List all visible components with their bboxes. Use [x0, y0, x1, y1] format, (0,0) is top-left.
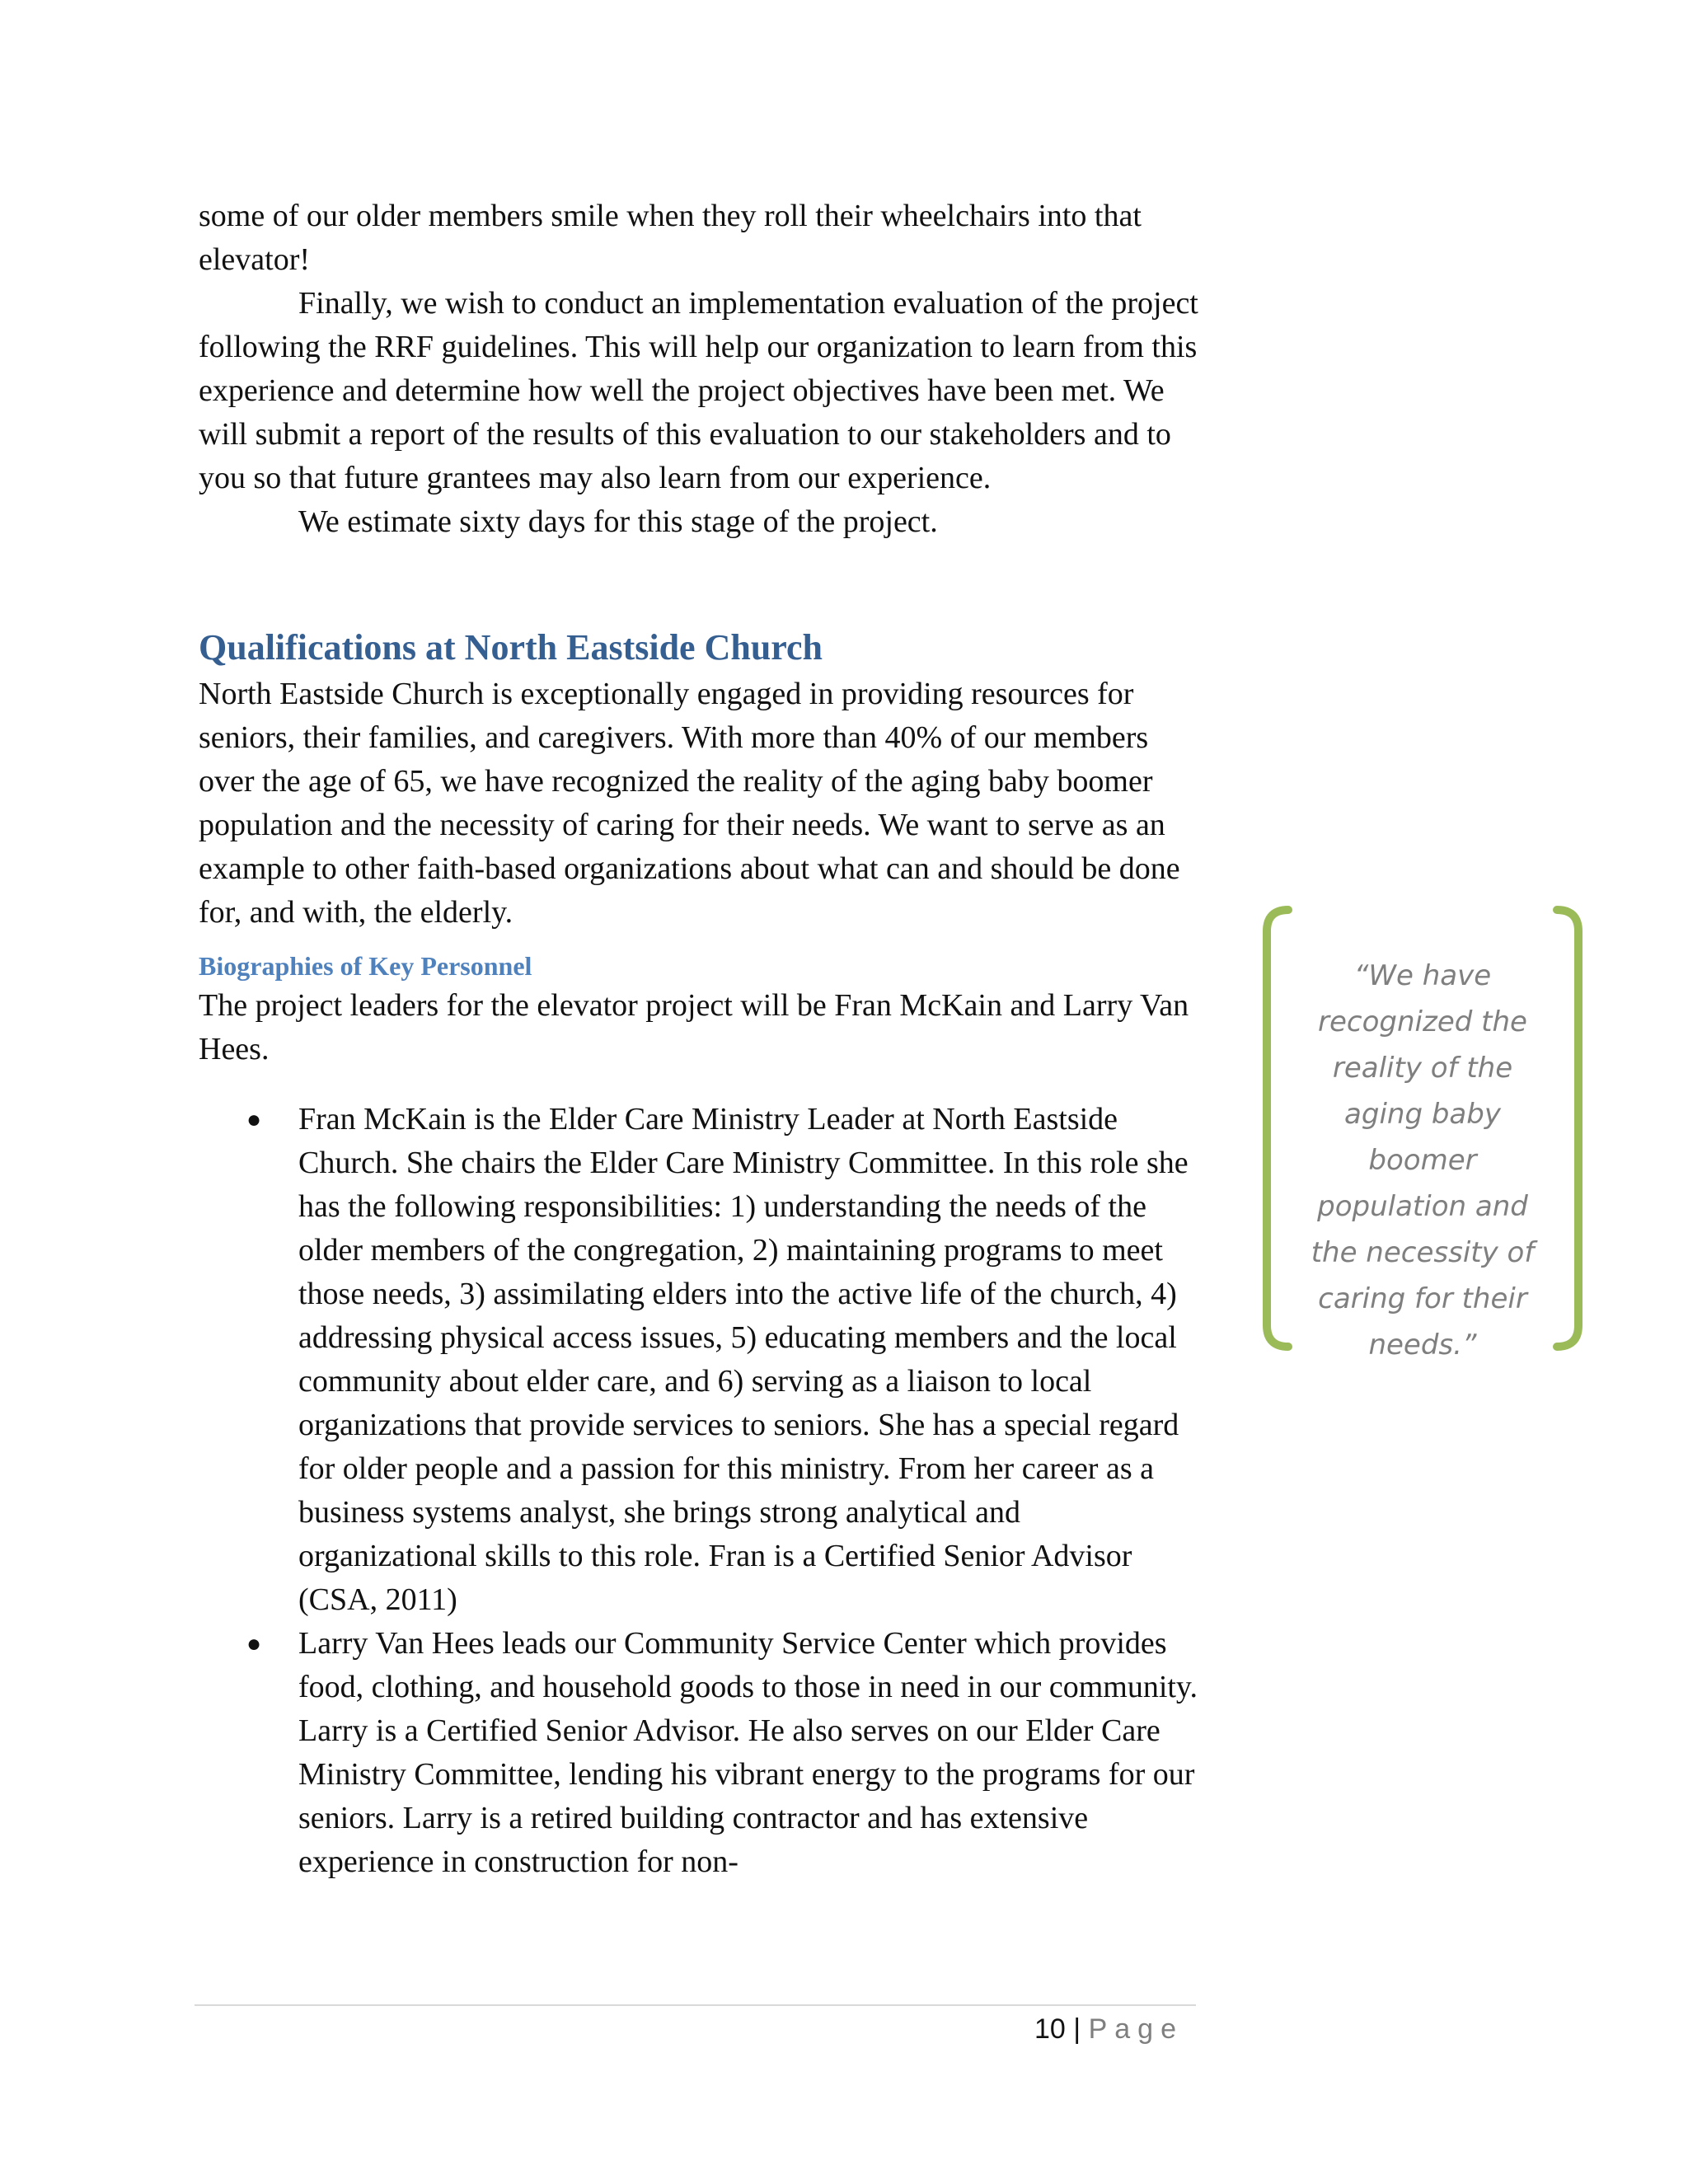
left-bracket [1267, 910, 1288, 1347]
footer-divider [195, 2004, 1196, 2006]
bullet-icon: ● [246, 1630, 262, 1657]
pull-quote-text: “We have recognized the reality of the aging baby boomer population and the necessity of caring for their needs.” [1311, 959, 1535, 1361]
section-intro: North Eastside Church is exceptionally engaged in providing resources for seniors, their families, and caregivers. With more than 40% of our members over the age of 65, we have recognized the reality of the aging baby boomer population and the necessity of caring for their needs. We want to serve as an example to other faith-based organizations about what can and should be done for, and with, the elderly. [199, 677, 1180, 930]
main-text-column [199, 194, 1200, 1884]
right-bracket [1557, 910, 1578, 1347]
subsection-intro: The project leaders for the elevator project will be Fran McKain and Larry Van Hees. [199, 988, 1189, 1066]
page-footer [989, 2011, 1184, 2047]
list-item [199, 1098, 1200, 1622]
bullet-icon: ● [246, 1106, 262, 1133]
pull-quote [1257, 903, 1588, 1361]
subsection-heading: Biographies of Key Personnel [199, 951, 532, 981]
paragraph-continuation: some of our older members smile when they roll their wheelchairs into that elevator! [199, 199, 1142, 277]
personnel-list [199, 1098, 1200, 1884]
paragraph-evaluation: Finally, we wish to conduct an implementation evaluation of the project following the RRF guidelines. This will help our organization to learn from this experience and determine how well the project objectives have been met. We will submit a report of the results of this evaluation to our stakeholders and to you so that future grantees may also learn from our experience. [199, 286, 1198, 495]
bullet-text-larry: Larry Van Hees leads our Community Service Center which provides food, clothing, and household goods to those in need in our community. Larry is a Certified Senior Advisor. He also serves on our Elder Care Ministry Committee, lending his vibrant energy to the programs for our seniors. Larry is a retired building contractor and has extensive experience in construction for non- [298, 1626, 1198, 1879]
page-label: Page [1088, 2013, 1184, 2045]
list-item [199, 1622, 1200, 1884]
page-number: 10 [1034, 2013, 1066, 2045]
section-heading: Qualifications at North Eastside Church [199, 627, 823, 668]
paragraph-estimate: We estimate sixty days for this stage of the project. [298, 504, 938, 539]
footer-separator: | [1073, 2013, 1081, 2045]
bullet-text-fran: Fran McKain is the Elder Care Ministry Leader at North Eastside Church. She chairs the Elder Care Ministry Committee. In this role she has the following responsibilities: 1) understanding the needs of the older members of the congregation, 2) maintaining programs to meet those needs, 3) assimilating elders into the active life of the church, 4) addressing physical access issues, 5) educating members and the local community about elder care, and 6) serving as a liaison to local organizations that provide services to seniors. She has a special regard for older people and a passion for this ministry. From her career as a business systems analyst, she brings strong analytical and organizational skills to this role. Fran is a Certified Senior Advisor (CSA, 2011) [298, 1102, 1189, 1617]
